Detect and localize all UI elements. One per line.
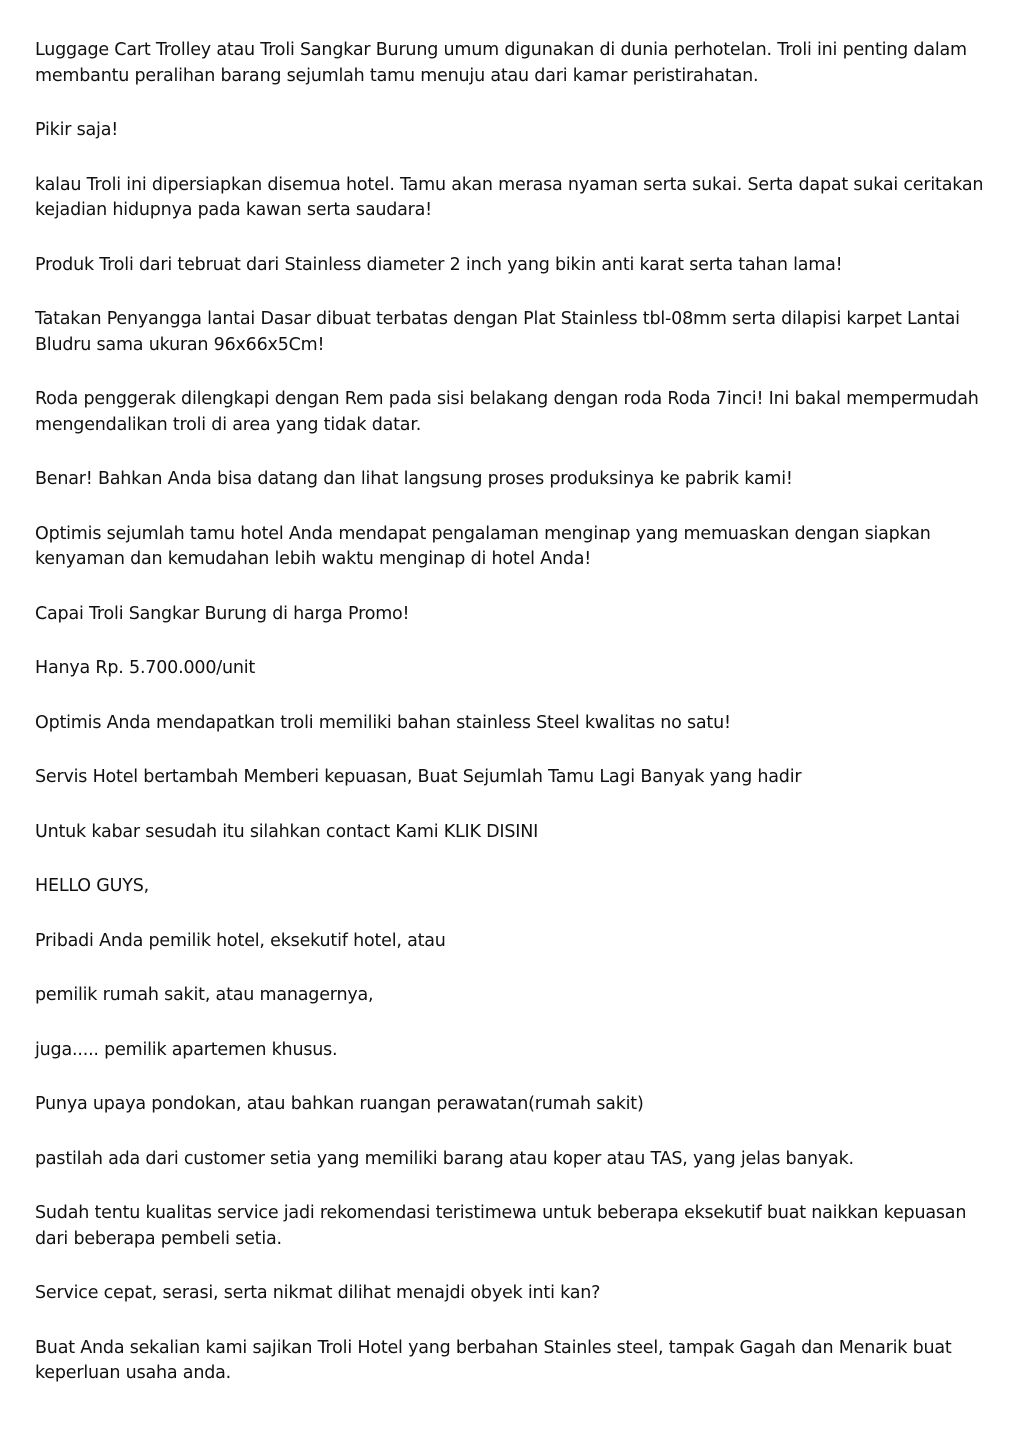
paragraph-customers: pastilah ada dari customer setia yang memiliki barang atau koper atau TAS, yang jelas banyak. [35,1148,854,1169]
paragraph-audience-apartment: juga..... pemilik apartemen khusus. [35,1039,338,1060]
paragraph-factory-visit: Benar! Bahkan Anda bisa datang dan lihat langsung proses produksinya ke pabrik kami! [35,469,793,489]
paragraph-quality: Optimis Anda mendapatkan troli memiliki bahan stainless Steel kwalitas no satu! [35,712,731,733]
paragraph-base-platform: Tatakan Penyangga lantai Dasar dibuat terbatas dengan Plat Stainless tbl-08mm serta dilapisi karpet Lantai Bludru sama ukuran 96x66x5Cm! [35,309,960,355]
paragraph-price: Hanya Rp. 5.700.000/unit [35,658,256,678]
paragraph-service: Servis Hotel bertambah Memberi kepuasan, Buat Sejumlah Tamu Lagi Banyak yang hadir [35,767,802,787]
paragraph-pikir-saja: Pikir saja! [35,120,119,140]
paragraph-contact: Untuk kabar sesudah itu silahkan contact Kami KLIK DISINI [35,821,539,842]
paragraph-guest-experience: Optimis sejumlah tamu hotel Anda mendapat pengalaman menginap yang memuaskan dengan siapkan kenyaman dan kemudahan lebih waktu menginap di hotel Anda! [35,523,931,569]
paragraph-audience-hotel: Pribadi Anda pemilik hotel, eksekutif hotel, atau [35,930,446,951]
paragraph-greeting: HELLO GUYS, [35,876,149,896]
paragraph-audience-hospital: pemilik rumah sakit, atau managernya, [35,985,374,1005]
paragraph-offer: Buat Anda sekalian kami sajikan Troli Hotel yang berbahan Stainles steel, tampak Gagah dan Menarik buat keperluan usaha anda. [35,1337,952,1383]
document-body [35,38,995,1416]
paragraph-hotel-comfort: kalau Troli ini dipersiapkan disemua hotel. Tamu akan merasa nyaman serta sukai. Serta dapat sukai ceritakan kejadian hidupnya pada kawan serta saudara! [35,174,984,220]
paragraph-business: Punya upaya pondokan, atau bahkan ruangan perawatan(rumah sakit) [35,1094,644,1114]
paragraph-wheels: Roda penggerak dilengkapi dengan Rem pada sisi belakang dengan roda Roda 7inci! Ini bakal mempermudah mengendalikan troli di area yang tidak datar. [35,389,979,435]
paragraph-service-quality: Sudah tentu kualitas service jadi rekomendasi teristimewa untuk beberapa eksekutif buat naikkan kepuasan dari beberapa pembeli setia. [35,1203,967,1249]
paragraph-material: Produk Troli dari tebruat dari Stainless diameter 2 inch yang bikin anti karat serta tahan lama! [35,254,843,275]
paragraph-service-question: Service cepat, serasi, serta nikmat dilihat menajdi obyek inti kan? [35,1283,601,1303]
paragraph-intro: Luggage Cart Trolley atau Troli Sangkar Burung umum digunakan di dunia perhotelan. Troli ini penting dalam membantu peralihan barang sejumlah tamu menuju atau dari kamar peristirahatan. [35,40,967,86]
paragraph-promo: Capai Troli Sangkar Burung di harga Promo! [35,603,410,624]
